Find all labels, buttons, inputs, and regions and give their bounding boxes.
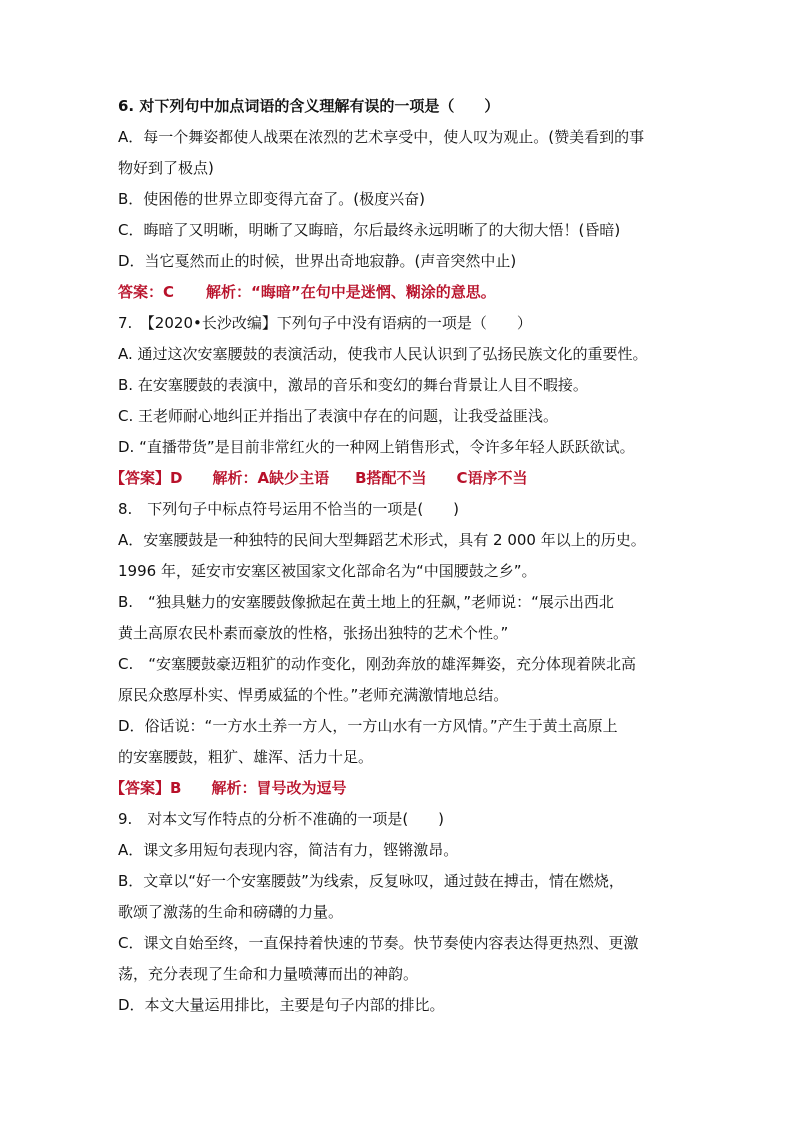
- q6-answer: [118, 282, 496, 302]
- q7-option-d: D. “直播带货”是目前非常红火的一种网上销售形式，令许多年轻人跃跃欲试。: [118, 438, 635, 456]
- q9-option-b-line1: B．文章以“好一个安塞腰鼓”为线索，反复咏叹，通过鼓在搏击，情在燃烧，: [118, 872, 624, 890]
- q8-option-c-line2: 原民众憨厚朴实、悍勇威猛的个性。”老师充满激情地总结。: [118, 686, 509, 704]
- q6-analysis: 解析：“晦暗”在句中是迷惘、糊涂的意思。: [206, 283, 496, 301]
- q8-option-d-line1: D．俗话说：“一方水土养一方人，一方山水有一方风情。”产生于黄土高原上: [118, 717, 618, 735]
- q6-option-c: C．晦暗了又明晰，明晰了又晦暗，尔后最终永远明晰了的大彻大悟！(昏暗): [118, 221, 621, 239]
- q7-analysis-a: 解析：A缺少主语: [212, 469, 330, 487]
- q8-option-a-line2: 1996 年，延安市安塞区被国家文化部命名为“中国腰鼓之乡”。: [118, 562, 537, 580]
- q8-answer: [110, 778, 346, 798]
- q8-option-b-line1: B. “独具魅力的安塞腰鼓像掀起在黄土地上的狂飙，”老师说：“展示出西北: [118, 593, 614, 611]
- q7-option-c: C. 王老师耐心地纠正并指出了表演中存在的问题，让我受益匪浅。: [118, 407, 559, 425]
- q8-answer-label: 【答案】B: [110, 779, 182, 797]
- q9-option-c-line2: 荡，充分表现了生命和力量喷薄而出的神韵。: [118, 965, 419, 983]
- q9-option-a: A．课文多用短句表现内容，简洁有力，铿锵激昂。: [118, 841, 459, 859]
- q6-answer-label: 答案：C: [118, 283, 175, 301]
- q7-answer: [110, 468, 528, 488]
- q9-stem: 9. 对本文写作特点的分析不准确的一项是( ): [118, 810, 445, 828]
- q9-option-c-line1: C．课文自始至终，一直保持着快速的节奏。快节奏使内容表达得更热烈、更激: [118, 934, 639, 952]
- q6-option-d: D．当它戛然而止的时候，世界出奇地寂静。(声音突然中止): [118, 252, 517, 270]
- q6-stem: 6. 对下列句中加点词语的含义理解有误的一项是（ ）: [118, 97, 500, 115]
- q7-answer-label: 【答案】D: [110, 469, 183, 487]
- q8-option-c-line1: C. “安塞腰鼓豪迈粗犷的动作变化，刚劲奔放的雄浑舞姿，充分体现着陕北高: [118, 655, 637, 673]
- q9-option-b-line2: 歌颂了激荡的生命和磅礴的力量。: [118, 903, 344, 921]
- q7-stem: 7. 【2020•长沙改编】下列句子中没有语病的一项是（ ）: [118, 314, 532, 332]
- q7-option-a: A. 通过这次安塞腰鼓的表演活动，使我市人民认识到了弘扬民族文化的重要性。: [118, 345, 648, 363]
- q7-analysis-b: B搭配不当: [355, 469, 427, 487]
- q8-option-b-line2: 黄土高原农民朴素而豪放的性格，张扬出独特的艺术个性。”: [118, 624, 509, 642]
- q6-option-a-line1: A．每一个舞姿都使人战栗在浓烈的艺术享受中，使人叹为观止。(赞美看到的事: [118, 128, 645, 146]
- q9-option-d: D．本文大量运用排比，主要是句子内部的排比。: [118, 996, 445, 1014]
- q7-analysis-c: C语序不当: [456, 469, 528, 487]
- q6-option-a-line2: 物好到了极点): [118, 159, 214, 177]
- q8-option-a-line1: A．安塞腰鼓是一种独特的民间大型舞蹈艺术形式，具有 2 000 年以上的历史。: [118, 531, 646, 549]
- q7-option-b: B. 在安塞腰鼓的表演中，激昂的音乐和变幻的舞台背景让人目不暇接。: [118, 376, 588, 394]
- q8-option-d-line2: 的安塞腰鼓，粗犷、雄浑、活力十足。: [118, 748, 374, 766]
- q8-stem: 8. 下列句子中标点符号运用不恰当的一项是( ): [118, 500, 460, 518]
- q6-option-b: B．使困倦的世界立即变得亢奋了。(极度兴奋): [118, 190, 425, 208]
- q8-analysis: 解析：冒号改为逗号: [211, 779, 347, 797]
